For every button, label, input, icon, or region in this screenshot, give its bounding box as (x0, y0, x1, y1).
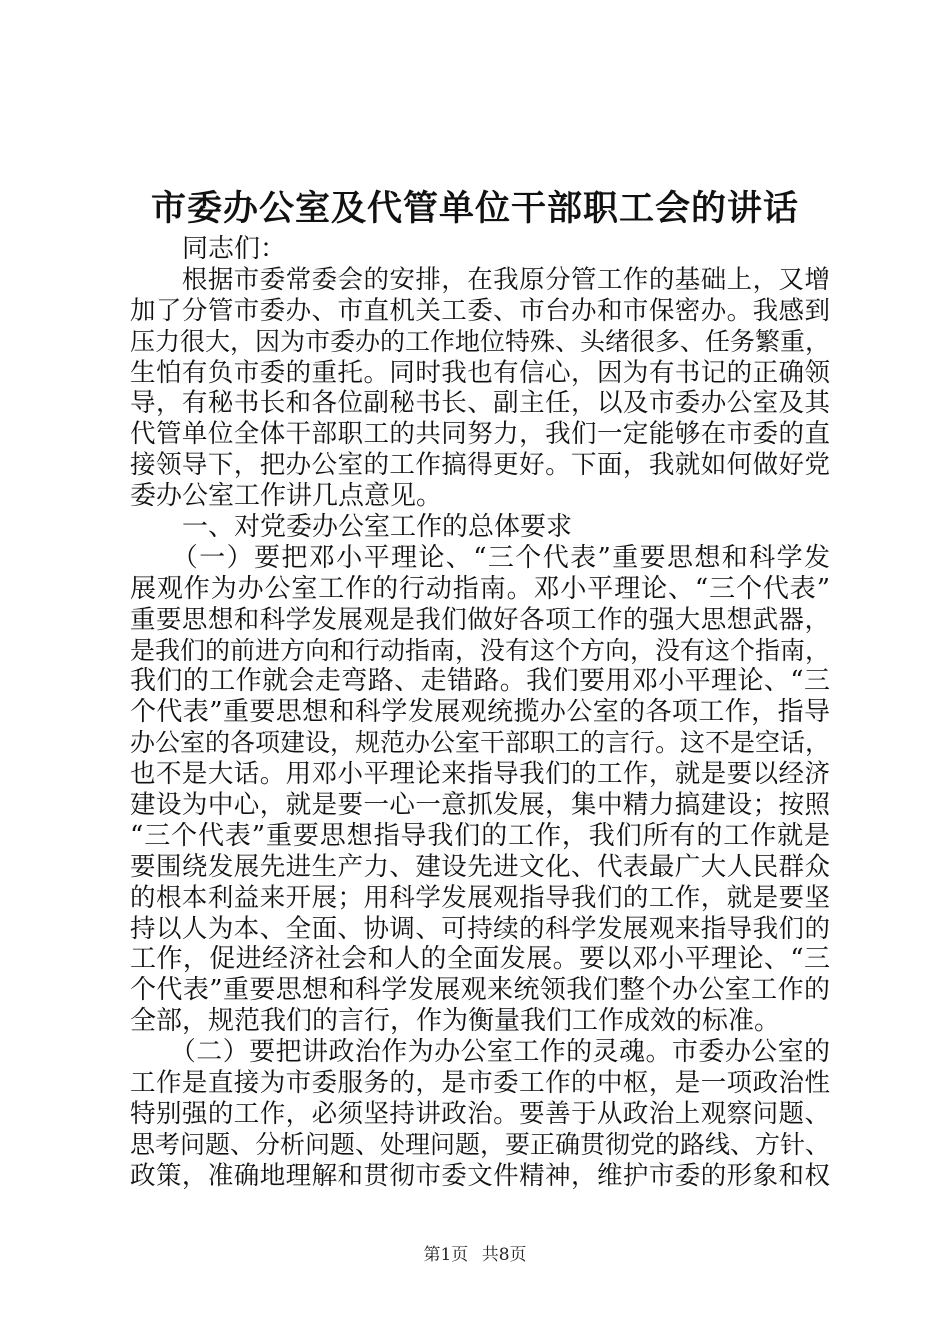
text-line: 个代表”重要思想和科学发展观来统领我们整个办公室工作的 (130, 975, 830, 1006)
text-line: 一、对党委办公室工作的总体要求 (130, 512, 573, 543)
text-line: 工作是直接为市委服务的，是市委工作的中枢，是一项政治性 (130, 1068, 830, 1099)
text-line: 重要思想和科学发展观是我们做好各项工作的强大思想武器， (130, 604, 830, 635)
text-line: 根据市委常委会的安排，在我原分管工作的基础上，又增 (130, 264, 830, 295)
text-line: （一）要把邓小平理论、“三个代表”重要思想和科学发 (130, 542, 830, 573)
text-line: 思考问题、分析问题、处理问题，要正确贯彻党的路线、方针、 (130, 1129, 831, 1159)
document-body (130, 234, 830, 1192)
text-line: 我们的工作就会走弯路、走错路。我们要用邓小平理论、“三 (130, 666, 830, 697)
text-line: 压力很大，因为市委办的工作地位特殊、头绪很多、任务繁重， (130, 326, 831, 356)
page-number: 第1页 (423, 1245, 469, 1265)
text-line: 是我们的前进方向和行动指南，没有这个方向，没有这个指南， (130, 635, 831, 665)
page-footer (0, 1244, 950, 1266)
text-line: 生怕有负市委的重托。同时我也有信心，因为有书记的正确领 (130, 357, 830, 388)
document-title: 市委办公室及代管单位干部职工会的讲话 (150, 188, 799, 229)
text-line: 加了分管市委办、市直机关工委、市台办和市保密办。我感到 (130, 295, 830, 326)
text-line: 政策，准确地理解和贯彻市委文件精神，维护市委的形象和权 (130, 1160, 830, 1191)
text-line: 持以人为本、全面、协调、可持续的科学发展观来指导我们的 (130, 913, 830, 944)
text-line: 展观作为办公室工作的行动指南。邓小平理论、“三个代表” (130, 573, 830, 604)
text-line: “三个代表”重要思想指导我们的工作，我们所有的工作就是 (130, 820, 830, 851)
text-line: 建设为中心，就是要一心一意抓发展，集中精力搞建设；按照 (130, 790, 830, 821)
text-line: （二）要把讲政治作为办公室工作的灵魂。市委办公室的 (130, 1037, 830, 1068)
text-line: 特别强的工作，必须坚持讲政治。要善于从政治上观察问题、 (130, 1098, 830, 1129)
text-line: 要围绕发展先进生产力、建设先进文化、代表最广大人民群众 (130, 851, 830, 882)
page-total: 共8页 (481, 1245, 527, 1265)
text-line: 同志们： (130, 234, 287, 264)
text-line: 的根本利益来开展；用科学发展观指导我们的工作，就是要坚 (130, 882, 830, 913)
text-line: 委办公室工作讲几点意见。 (130, 481, 443, 512)
text-line: 代管单位全体干部职工的共同努力，我们一定能够在市委的直 (130, 419, 830, 450)
text-line: 导，有秘书长和各位副秘书长、副主任，以及市委办公室及其 (130, 388, 830, 419)
text-line: 工作，促进经济社会和人的全面发展。要以邓小平理论、“三 (130, 944, 830, 975)
text-line: 接领导下，把办公室的工作搞得更好。下面，我就如何做好党 (130, 450, 830, 481)
text-line: 也不是大话。用邓小平理论来指导我们的工作，就是要以经济 (130, 759, 830, 790)
text-line: 办公室的各项建设，规范办公室干部职工的言行。这不是空话， (130, 728, 831, 758)
text-line: 全部，规范我们的言行，作为衡量我们工作成效的标准。 (130, 1006, 781, 1037)
text-line: 个代表”重要思想和科学发展观统揽办公室的各项工作，指导 (130, 697, 830, 728)
